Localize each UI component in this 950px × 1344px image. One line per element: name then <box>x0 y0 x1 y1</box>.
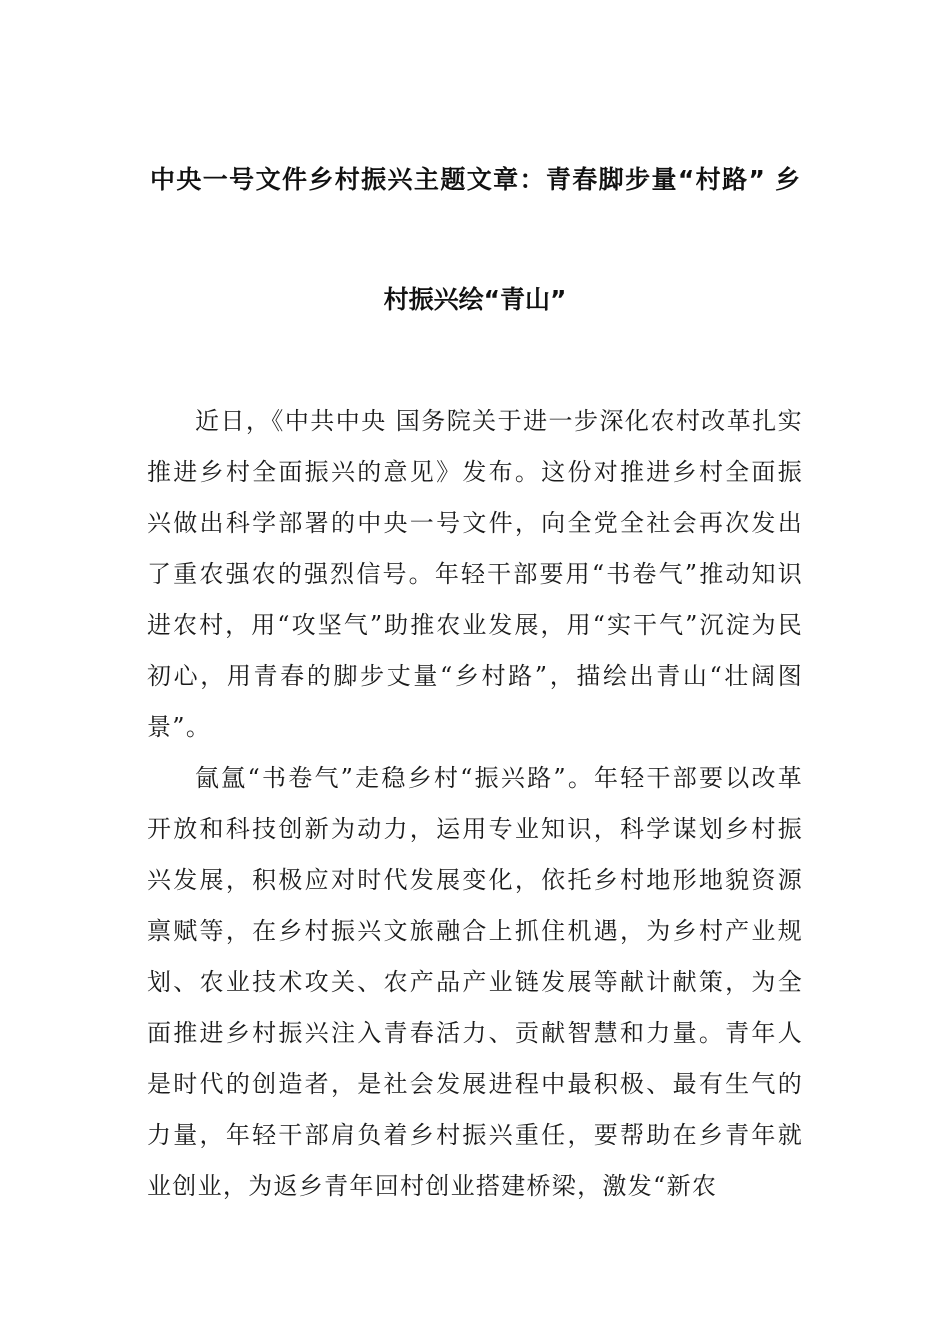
document-title-line-2: 村振兴绘“青山” <box>383 285 567 314</box>
document-title-line-1: 中央一号文件乡村振兴主题文章：青春脚步量“村路” 乡 <box>150 165 800 194</box>
paragraph-2: 氤氲“书卷气”走稳乡村“振兴路”。年轻干部要以改革开放和科技创新为动力，运用专业知识，科学谋划乡村振兴发展，积极应对时代发展变化，依托乡村地形地貌资源禀赋等，在乡村振兴文旅融合上抓住机遇，为乡村产业规划、农业技术攻关、农产品产业链发展等献计献策，为全面推进乡村振兴注入青春活力、贡献智慧和力量。青年人是时代的创造者，是社会发展进程中最积极、最有生气的力量，年轻干部肩负着乡村振兴重任，要帮助在乡青年就业创业，为返乡青年回村创业搭建桥梁，激发“新农 <box>147 764 803 1200</box>
document-body <box>147 396 803 1212</box>
paragraph-1: 近日，《中共中央 国务院关于进一步深化农村改革扎实推进乡村全面振兴的意见》发布。这份对推进乡村全面振兴做出科学部署的中央一号文件，向全党全社会再次发出了重农强农的强烈信号。年轻干部要用“书卷气”推动知识进农村，用“攻坚气”助推农业发展，用“实干气”沉淀为民初心，用青春的脚步丈量“乡村路”，描绘出青山“壮阔图景”。 <box>147 407 803 741</box>
